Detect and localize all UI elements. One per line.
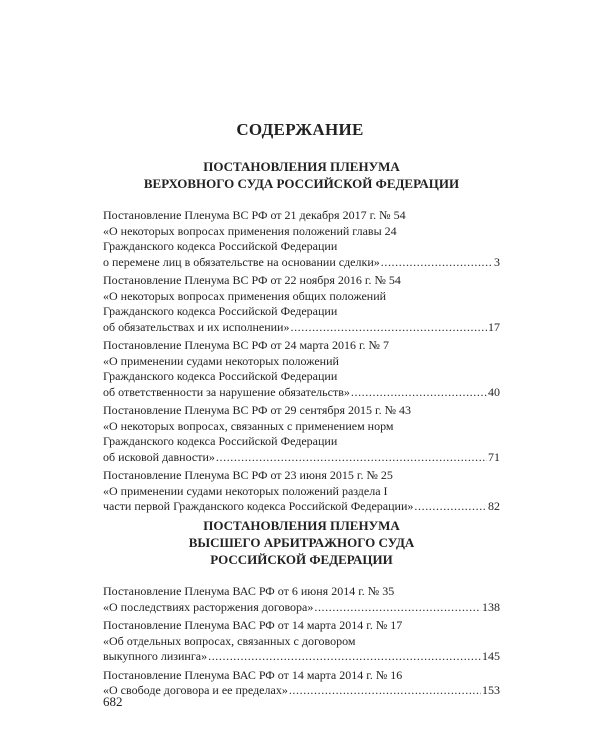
toc-entry-line: Постановление Пленума ВАС РФ от 14 марта 2014 г. № 17 [103, 618, 403, 632]
toc-entry[interactable] [103, 618, 500, 665]
toc-entry-line: выкупного лизинга» [103, 649, 208, 663]
toc-entry[interactable] [103, 668, 500, 699]
section-heading [103, 158, 500, 192]
toc-entry-last-line [103, 649, 500, 665]
toc-entry-line: Постановление Пленума ВАС РФ от 6 июня 2014 г. № 35 [103, 584, 395, 598]
toc-entry-line: Постановление Пленума ВС РФ от 29 сентября 2015 г. № 43 [103, 403, 412, 417]
toc-entry-line: «О применении судами некоторых положений раздела I [103, 483, 388, 498]
dot-leader [208, 649, 481, 665]
toc-entry-page-number: 3 [494, 254, 500, 269]
dot-leader [290, 320, 487, 336]
toc-section-supreme-court [103, 158, 500, 518]
toc-entry-line: «Об отдельных вопросах, связанных с договором [103, 633, 356, 648]
toc-entry[interactable] [103, 208, 500, 270]
toc-entry-line: части первой Гражданского кодекса Российской Федерации» [103, 499, 414, 513]
toc-entry-line: Постановление Пленума ВС РФ от 24 марта 2016 г. № 7 [103, 338, 389, 352]
toc-entry-last-line [103, 320, 500, 336]
toc-entry-line: Постановление Пленума ВС РФ от 23 июня 2015 г. № 25 [103, 468, 393, 482]
section-heading-line: ПОСТАНОВЛЕНИЯ ПЛЕНУМА [203, 159, 400, 174]
toc-entry-page-number: 71 [488, 449, 500, 464]
section-heading-line: ВЫСШЕГО АРБИТРАЖНОГО СУДА [188, 535, 415, 550]
toc-entry-last-line [103, 683, 500, 699]
section-heading-line: ВЕРХОВНОГО СУДА РОССИЙСКОЙ ФЕДЕРАЦИИ [143, 176, 460, 191]
page-title: СОДЕРЖАНИЕ [236, 120, 364, 139]
toc-entry-line: «О некоторых вопросах применения общих положений [103, 288, 387, 303]
toc-entry-line: «О применении судами некоторых положений [103, 353, 339, 368]
toc-entry[interactable] [103, 468, 500, 515]
toc-entry-page-number: 145 [482, 649, 500, 663]
toc-entry-last-line [103, 450, 500, 466]
dot-leader [216, 450, 487, 466]
toc-entry-last-line [103, 600, 500, 616]
toc-entry-page-number: 40 [488, 384, 500, 399]
section-heading-line: ПОСТАНОВЛЕНИЯ ПЛЕНУМА [203, 518, 400, 533]
toc-entry-line: об ответственности за нарушение обязательств» [103, 384, 350, 399]
toc-entry-line: Постановление Пленума ВАС РФ от 14 марта 2014 г. № 16 [103, 667, 403, 682]
toc-entry-last-line [103, 385, 500, 401]
toc-entry-page-number: 82 [488, 499, 500, 513]
toc-entry-line: Гражданского кодекса Российской Федерации [103, 304, 338, 318]
toc-entry-line: Гражданского кодекса Российской Федерации [103, 239, 338, 253]
toc-entry-line: «О свободе договора и ее пределах» [103, 683, 288, 697]
toc-entry-line: «О некоторых вопросах, связанных с применением норм [103, 418, 394, 433]
toc-entry-line: Гражданского кодекса Российской Федерации [103, 369, 338, 383]
dot-leader [289, 683, 481, 699]
section-heading-line: РОССИЙСКОЙ ФЕДЕРАЦИИ [210, 552, 393, 567]
toc-entry-page-number: 17 [488, 319, 500, 334]
toc-entry[interactable] [103, 584, 500, 615]
toc-entry-line: об обязательствах и их исполнении» [103, 319, 290, 334]
toc-entry[interactable] [103, 273, 500, 335]
toc-entry-line: об исковой давности» [103, 449, 215, 464]
toc-entry-page-number: 153 [482, 683, 500, 697]
toc-entry-line: «О некоторых вопросах применения положений главы 24 [103, 223, 397, 238]
toc-entry[interactable] [103, 338, 500, 400]
page-number: 682 [103, 694, 123, 709]
toc-section-arbitration-court [103, 517, 500, 702]
toc-entry-last-line [103, 499, 500, 515]
toc-entry-line: Постановление Пленума ВС РФ от 22 ноября 2016 г. № 54 [103, 273, 401, 287]
dot-leader [414, 499, 487, 515]
toc-entry-line: «О последствиях расторжения договора» [103, 599, 314, 614]
section-heading [103, 517, 500, 568]
dot-leader [381, 255, 493, 271]
toc-entry[interactable] [103, 403, 500, 465]
toc-entry-last-line [103, 255, 500, 271]
toc-entry-line: о перемене лиц в обязательстве на основании сделки» [103, 254, 380, 269]
dot-leader [314, 600, 481, 616]
dot-leader [351, 385, 487, 401]
toc-entry-line: Гражданского кодекса Российской Федерации [103, 434, 338, 448]
toc-entry-line: Постановление Пленума ВС РФ от 21 декабря 2017 г. № 54 [103, 208, 406, 222]
toc-entry-page-number: 138 [482, 599, 500, 614]
